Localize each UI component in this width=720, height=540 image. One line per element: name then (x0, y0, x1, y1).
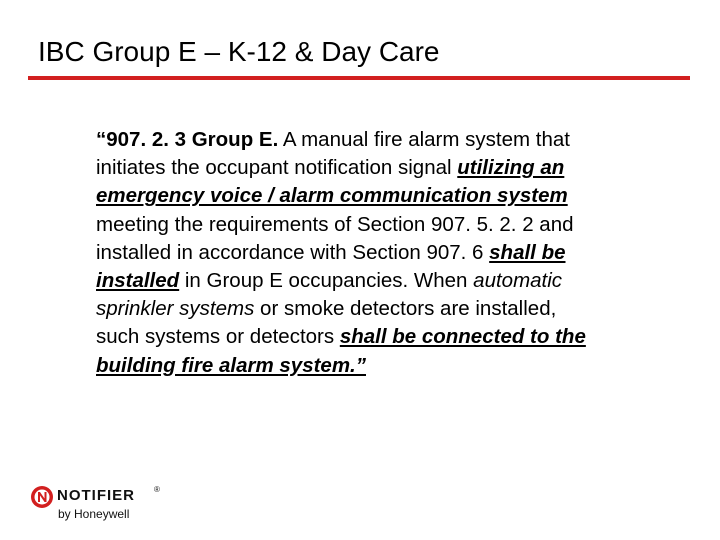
registered-mark: ® (154, 485, 160, 494)
quote-line-2 (96, 154, 696, 182)
quote-text: in Group E occupancies. When (179, 269, 474, 293)
quote-text: installed in accordance with Section 907. 6 (96, 240, 490, 264)
emphasis-text: shall be (489, 240, 566, 264)
emphasis-text: emergency voice / alarm communication system (96, 184, 568, 208)
quote-line-4 (96, 211, 696, 239)
logo-wordmark: NOTIFIER (57, 487, 135, 504)
quote-line-7 (96, 295, 696, 323)
quote-text: or smoke detectors are installed, (254, 297, 557, 321)
code-quote (96, 126, 696, 380)
emphasis-text: shall be connected to the (339, 325, 586, 349)
quote-line-1 (96, 126, 696, 154)
quote-line-5 (96, 239, 696, 267)
slide-title: IBC Group E – K-12 & Day Care (38, 36, 440, 67)
emphasis-text: installed (96, 269, 180, 293)
italic-text: automatic (473, 269, 563, 293)
emphasis-text: utilizing an (457, 156, 565, 180)
quote-text: A manual fire alarm system that (278, 128, 570, 151)
quote-line-9 (96, 352, 696, 380)
quote-text: initiates the occupant notification signal (96, 156, 458, 180)
quote-text: meeting the requirements of Section 907. 5. 2. 2 and (96, 212, 574, 236)
title-divider (28, 76, 690, 80)
emphasis-text: building fire alarm system.” (96, 353, 366, 377)
quote-line-8 (96, 323, 696, 351)
quote-line-3 (96, 182, 696, 210)
notifier-logo (30, 485, 170, 525)
italic-text: sprinkler systems (96, 297, 255, 321)
quote-text: such systems or detectors (96, 325, 340, 349)
logo-subtitle: by Honeywell (58, 507, 130, 521)
notifier-n-icon (30, 485, 54, 509)
quote-line-6 (96, 267, 696, 295)
section-heading: “907. 2. 3 Group E. (96, 128, 279, 151)
